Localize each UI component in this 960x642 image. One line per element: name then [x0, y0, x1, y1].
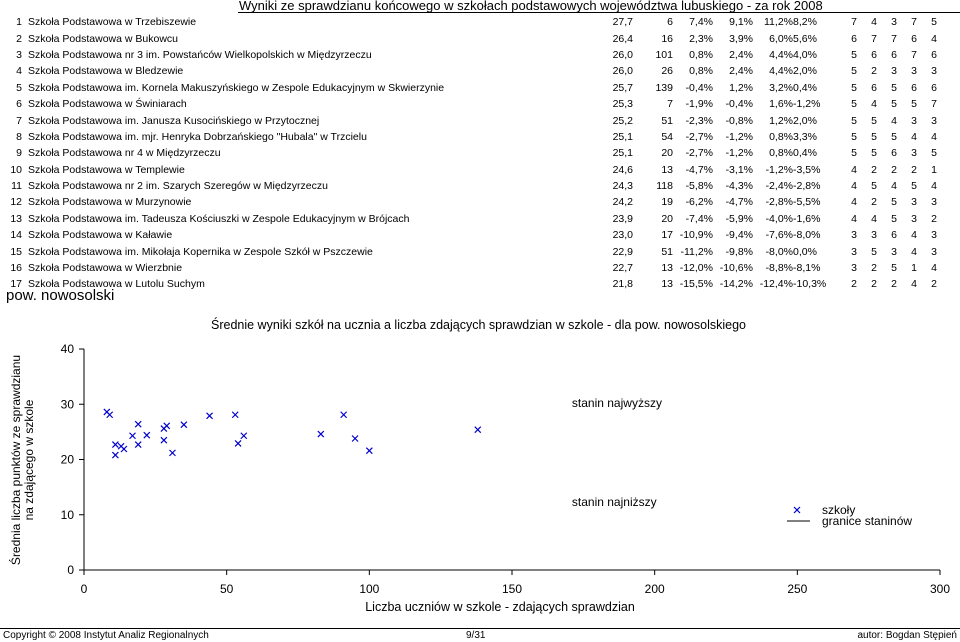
footer-copyright: Copyright © 2008 Instytut Analiz Regionalnych: [3, 630, 209, 641]
data-point: [181, 422, 187, 428]
school-name: Szkoła Podstawowa nr 2 im. Szarych Szeregów w Międzyrzeczu: [28, 180, 328, 193]
pct-1: -7,4%: [685, 212, 713, 225]
data-point: [144, 432, 150, 438]
stanin-5: 1: [931, 163, 937, 176]
stanin-3: 5: [891, 98, 897, 111]
data-point: [207, 413, 213, 419]
data-point: [112, 452, 118, 458]
stanin-3: 3: [891, 65, 897, 78]
student-count: 20: [661, 147, 673, 160]
pct-1: -0,4%: [685, 81, 713, 94]
legend-label-schools: szkoły: [822, 503, 856, 517]
data-point: [241, 433, 247, 439]
pct-3: 0,8%: [769, 130, 793, 143]
stanin-4: 3: [911, 147, 917, 160]
data-point: [112, 442, 118, 448]
stanin-5: 5: [931, 16, 937, 29]
x-tick-label: 50: [219, 582, 234, 596]
stanin-3: 5: [891, 81, 897, 94]
stanin-1: 4: [851, 163, 857, 176]
page-title: Wyniki ze sprawdzianu końcowego w szkołach podstawowych województwa lubuskiego - za rok 2008: [239, 0, 823, 13]
student-count: 20: [661, 212, 673, 225]
stanin-1: 3: [851, 262, 857, 275]
school-name: Szkoła Podstawowa w Templewie: [28, 163, 185, 176]
data-point: [135, 421, 141, 427]
row-number: 15: [10, 245, 22, 258]
stanin-5: 3: [931, 114, 937, 127]
stanin-4: 3: [911, 114, 917, 127]
pct-3: 6,0%: [769, 32, 793, 45]
pct-4: -10,3%: [793, 278, 827, 291]
pct-1: 0,8%: [689, 48, 713, 61]
avg-score: 22,9: [612, 245, 633, 258]
pct-1: -2,7%: [685, 130, 713, 143]
pct-2: -1,2%: [725, 147, 753, 160]
pct-1: -11,2%: [680, 245, 713, 258]
stanin-1: 5: [851, 81, 857, 94]
pct-1: -10,9%: [679, 229, 713, 242]
stanin-3: 4: [891, 114, 897, 127]
stanin-1: 5: [851, 130, 857, 143]
pct-2: -9,4%: [725, 229, 753, 242]
school-name: Szkoła Podstawowa im. Tadeusza Kościuszki w Zespole Edukacyjnym w Brójcach: [28, 212, 410, 225]
pct-4: 0,4%: [793, 147, 817, 160]
pct-2: -4,3%: [725, 180, 753, 193]
stanin-4: 5: [911, 180, 917, 193]
row-number: 7: [16, 114, 22, 127]
pct-3: -12,4%: [759, 278, 793, 291]
stanin-1: 3: [851, 229, 857, 242]
chart-title: Średnie wyniki szkół na ucznia a liczba zdających sprawdzian w szkole - dla pow. nowosolskiego: [211, 318, 746, 332]
x-axis-title: Liczba uczniów w szkole - zdających sprawdzian: [365, 600, 635, 614]
stanin-3: 2: [891, 163, 897, 176]
footer-page-number: 9/31: [466, 630, 486, 641]
stanin-1: 3: [851, 245, 857, 258]
pct-2: -3,1%: [725, 163, 753, 176]
stanin-3: 3: [891, 16, 897, 29]
pct-2: -0,4%: [725, 98, 753, 111]
chart-annotation: stanin najwyższy: [571, 396, 662, 411]
row-number: 6: [16, 98, 22, 111]
row-number: 13: [10, 212, 22, 225]
stanin-3: 7: [891, 32, 897, 45]
pct-1: -4,7%: [685, 163, 713, 176]
pct-3: 3,2%: [769, 81, 793, 94]
avg-score: 24,3: [612, 180, 633, 193]
stanin-1: 7: [851, 16, 857, 29]
stanin-2: 2: [871, 262, 877, 275]
avg-score: 25,7: [612, 81, 633, 94]
stanin-4: 6: [911, 81, 917, 94]
stanin-3: 2: [891, 278, 897, 291]
y-tick-label: 20: [60, 452, 74, 467]
stanin-2: 7: [871, 32, 877, 45]
pct-1: 0,8%: [689, 65, 713, 78]
legend-label-stanin-bounds: granice staninów: [822, 514, 913, 528]
row-number: 10: [10, 163, 22, 176]
pct-4: -1,2%: [793, 98, 821, 111]
row-number: 16: [10, 262, 22, 275]
student-count: 13: [661, 278, 673, 291]
pct-1: -5,8%: [685, 180, 713, 193]
student-count: 7: [667, 98, 673, 111]
stanin-2: 4: [871, 212, 877, 225]
stanin-1: 5: [851, 147, 857, 160]
pct-3: -8,8%: [765, 262, 793, 275]
stanin-2: 6: [871, 81, 877, 94]
row-number: 14: [10, 229, 22, 242]
stanin-1: 4: [851, 180, 857, 193]
stanin-5: 4: [931, 262, 937, 275]
stanin-3: 5: [891, 212, 897, 225]
student-count: 19: [661, 196, 673, 209]
pct-1: -15,5%: [679, 278, 713, 291]
pct-4: 3,3%: [793, 130, 817, 143]
stanin-2: 5: [871, 147, 877, 160]
data-point: [352, 436, 358, 442]
school-name: Szkoła Podstawowa w Lutolu Suchym: [28, 278, 205, 291]
pct-2: 2,4%: [729, 65, 753, 78]
pct-4: 0,0%: [793, 245, 817, 258]
pct-2: -1,2%: [725, 130, 753, 143]
data-point: [164, 423, 170, 429]
data-point: [135, 442, 141, 448]
stanin-4: 4: [911, 130, 917, 143]
pct-4: 5,6%: [793, 32, 817, 45]
pct-2: -9,8%: [725, 245, 753, 258]
pct-4: -8,0%: [793, 229, 821, 242]
student-count: 13: [661, 262, 673, 275]
stanin-3: 3: [891, 245, 897, 258]
stanin-2: 3: [871, 229, 877, 242]
stanin-3: 5: [891, 196, 897, 209]
student-count: 6: [667, 16, 673, 29]
x-tick-label: 150: [501, 582, 523, 596]
student-count: 26: [661, 65, 673, 78]
pct-3: 1,2%: [769, 114, 793, 127]
stanin-5: 3: [931, 196, 937, 209]
x-tick-label: 0: [80, 582, 88, 596]
school-name: Szkoła Podstawowa im. mjr. Henryka Dobrzańskiego "Hubala" w Trzcielu: [28, 130, 367, 143]
student-count: 51: [661, 114, 673, 127]
row-number: 11: [11, 180, 22, 193]
pct-2: -4,7%: [725, 196, 753, 209]
school-name: Szkoła Podstawowa w Trzebiszewie: [28, 16, 197, 29]
y-tick-label: 40: [60, 342, 74, 356]
stanin-1: 4: [851, 196, 857, 209]
stanin-5: 5: [931, 147, 937, 160]
school-name: Szkoła Podstawowa nr 4 w Międzyrzeczu: [28, 147, 221, 160]
stanin-4: 4: [911, 245, 917, 258]
stanin-3: 4: [891, 180, 897, 193]
stanin-4: 7: [911, 48, 917, 61]
row-number: 5: [16, 81, 22, 94]
x-tick-label: 100: [359, 582, 380, 596]
stanin-4: 2: [911, 163, 917, 176]
chart-annotation: stanin najniższy: [571, 494, 657, 509]
stanin-4: 3: [911, 65, 917, 78]
stanin-1: 5: [851, 98, 857, 111]
student-count: 118: [656, 180, 673, 193]
stanin-1: 5: [851, 114, 857, 127]
stanin-1: 2: [851, 278, 857, 291]
stanin-4: 7: [911, 16, 917, 29]
stanin-2: 5: [871, 180, 877, 193]
pct-2: 3,9%: [729, 32, 753, 45]
stanin-5: 3: [931, 245, 937, 258]
pct-4: -3,5%: [793, 163, 821, 176]
avg-score: 25,2: [612, 114, 633, 127]
school-name: Szkoła Podstawowa w Kaławie: [28, 229, 173, 242]
pct-2: -5,9%: [725, 212, 753, 225]
school-name: Szkoła Podstawowa w Świniarach: [28, 98, 187, 111]
data-point: [366, 448, 372, 454]
stanin-5: 3: [931, 65, 937, 78]
data-point: [341, 412, 347, 418]
data-point: [121, 446, 127, 452]
stanin-4: 4: [911, 229, 917, 242]
pct-2: 2,4%: [729, 48, 753, 61]
student-count: 17: [661, 229, 673, 242]
pct-2: -14,2%: [719, 278, 753, 291]
pct-4: 2,0%: [793, 114, 817, 127]
avg-score: 25,1: [612, 130, 633, 143]
pct-1: -12,0%: [679, 262, 713, 275]
y-tick-label: 30: [60, 397, 74, 412]
avg-score: 23,0: [612, 229, 633, 242]
pct-3: -7,6%: [765, 229, 793, 242]
stanin-1: 5: [851, 48, 857, 61]
row-number: 1: [16, 16, 22, 29]
pct-3: -8,0%: [765, 245, 793, 258]
pct-1: 2,3%: [689, 32, 713, 45]
stanin-3: 6: [891, 147, 897, 160]
school-name: Szkoła Podstawowa w Bledzewie: [28, 65, 184, 78]
row-number: 8: [16, 130, 22, 143]
pct-1: 7,4%: [689, 16, 713, 29]
pct-4: 8,2%: [793, 16, 817, 29]
stanin-5: 3: [931, 229, 937, 242]
y-axis-title-line-2: na zdającego w szkole: [22, 399, 36, 521]
stanin-2: 5: [871, 245, 877, 258]
school-name: Szkoła Podstawowa im. Mikołaja Kopernika w Zespole Szkół w Pszczewie: [28, 245, 373, 258]
pct-2: 1,2%: [729, 81, 753, 94]
stanin-1: 4: [851, 212, 857, 225]
stanin-5: 6: [931, 81, 937, 94]
data-point: [169, 450, 175, 456]
pct-2: -0,8%: [725, 114, 753, 127]
stanin-5: 2: [931, 278, 937, 291]
data-point: [318, 431, 324, 437]
data-point: [161, 437, 167, 443]
stanin-5: 2: [931, 212, 937, 225]
stanin-2: 2: [871, 196, 877, 209]
school-name: Szkoła Podstawowa w Bukowcu: [28, 32, 178, 45]
stanin-2: 5: [871, 130, 877, 143]
pct-2: -10,6%: [719, 262, 753, 275]
avg-score: 26,4: [612, 32, 633, 45]
stanin-4: 5: [911, 98, 917, 111]
row-number: 9: [16, 147, 22, 160]
school-name: Szkoła Podstawowa im. Kornela Makuszyńskiego w Zespole Edukacyjnym w Skwierzynie: [28, 81, 445, 94]
row-number: 2: [16, 32, 22, 45]
pct-4: -8,1%: [793, 262, 821, 275]
stanin-2: 4: [871, 98, 877, 111]
avg-score: 26,0: [612, 48, 633, 61]
stanin-3: 5: [891, 130, 897, 143]
pct-1: -2,3%: [685, 114, 713, 127]
stanin-2: 4: [871, 16, 877, 29]
stanin-4: 3: [911, 212, 917, 225]
pct-3: 11,2%: [764, 16, 793, 29]
stanin-5: 6: [931, 48, 937, 61]
avg-score: 21,8: [612, 278, 633, 291]
x-tick-label: 250: [787, 582, 808, 596]
footer-divider: [0, 628, 960, 629]
row-number: 3: [16, 48, 22, 61]
avg-score: 24,6: [612, 163, 633, 176]
row-number: 17: [10, 278, 22, 291]
avg-score: 24,2: [612, 196, 633, 209]
y-tick-label: 10: [60, 507, 74, 522]
pct-4: -1,6%: [793, 212, 821, 225]
pct-3: 1,6%: [769, 98, 793, 111]
stanin-3: 5: [891, 262, 897, 275]
student-count: 13: [661, 163, 673, 176]
pct-3: 4,4%: [769, 48, 793, 61]
stanin-2: 2: [871, 163, 877, 176]
data-point: [107, 412, 113, 418]
y-tick-label: 0: [67, 563, 74, 577]
stanin-5: 4: [931, 180, 937, 193]
pct-3: 0,8%: [769, 147, 793, 160]
stanin-4: 4: [911, 278, 917, 291]
pct-4: -2,8%: [793, 180, 821, 193]
stanin-5: 4: [931, 130, 937, 143]
avg-score: 25,1: [612, 147, 633, 160]
pct-3: 4,4%: [769, 65, 793, 78]
pct-4: 2,0%: [793, 65, 817, 78]
stanin-2: 2: [871, 65, 877, 78]
pct-3: -4,0%: [765, 212, 793, 225]
pct-4: 0,4%: [793, 81, 817, 94]
pct-4: 4,0%: [793, 48, 817, 61]
pct-3: -2,8%: [765, 196, 793, 209]
student-count: 51: [661, 245, 673, 258]
pct-1: -6,2%: [685, 196, 713, 209]
school-name: Szkoła Podstawowa w Murzynowie: [28, 196, 192, 209]
data-point: [232, 412, 238, 418]
pct-1: -2,7%: [685, 147, 713, 160]
avg-score: 27,7: [612, 16, 633, 29]
data-point: [475, 427, 481, 433]
legend-marker-schools: [794, 507, 800, 513]
x-tick-label: 200: [644, 582, 665, 596]
section-title: pow. nowosolski: [6, 287, 115, 304]
stanin-1: 6: [851, 32, 857, 45]
stanin-4: 1: [911, 262, 917, 275]
avg-score: 22,7: [612, 262, 633, 275]
avg-score: 26,0: [612, 65, 633, 78]
data-point: [235, 440, 241, 446]
stanin-5: 4: [931, 32, 937, 45]
stanin-2: 5: [871, 114, 877, 127]
stanin-2: 6: [871, 48, 877, 61]
pct-2: 9,1%: [729, 16, 753, 29]
stanin-1: 5: [851, 65, 857, 78]
student-count: 139: [655, 81, 673, 94]
footer-author: autor: Bogdan Stępień: [857, 630, 957, 641]
avg-score: 25,3: [612, 98, 633, 111]
student-count: 54: [661, 130, 673, 143]
stanin-3: 6: [891, 48, 897, 61]
school-name: Szkoła Podstawowa nr 3 im. Powstańców Wielkopolskich w Międzyrzeczu: [28, 48, 372, 61]
student-count: 101: [655, 48, 673, 61]
avg-score: 23,9: [612, 212, 633, 225]
stanin-4: 3: [911, 196, 917, 209]
school-name: Szkoła Podstawowa im. Janusza Kusocińskiego w Przytocznej: [28, 114, 320, 127]
pct-4: -5,5%: [793, 196, 821, 209]
stanin-2: 2: [871, 278, 877, 291]
stanin-4: 6: [911, 32, 917, 45]
pct-3: -2,4%: [765, 180, 793, 193]
y-axis-title-line-1: Średnia liczba punktów ze sprawdzianu: [9, 354, 23, 566]
stanin-5: 7: [931, 98, 937, 111]
page-footer: [0, 628, 960, 642]
stanin-3: 6: [891, 229, 897, 242]
pct-3: -1,2%: [765, 163, 793, 176]
data-point: [130, 433, 136, 439]
school-name: Szkoła Podstawowa w Wierzbnie: [28, 262, 183, 275]
row-number: 4: [16, 65, 22, 78]
pct-1: -1,9%: [685, 98, 713, 111]
student-count: 16: [661, 32, 673, 45]
row-number: 12: [10, 196, 22, 209]
x-tick-label: 300: [929, 582, 951, 596]
